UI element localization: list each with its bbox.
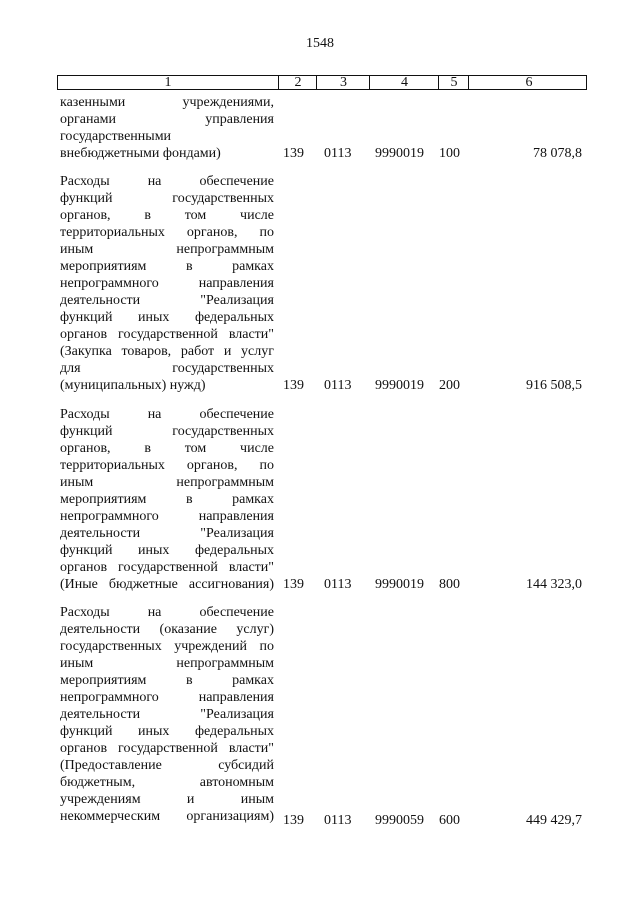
text-line: органами управления <box>60 112 274 127</box>
cell-col-5: 200 <box>439 378 460 393</box>
cell-col-2: 139 <box>283 146 304 161</box>
text-line: иным непрограммным <box>60 242 274 257</box>
header-col-2: 2 <box>278 76 317 89</box>
cell-col-3: 0113 <box>324 813 352 828</box>
text-line: (муниципальных) нужд) <box>60 378 206 393</box>
text-line: органов государственной власти" <box>60 741 274 756</box>
text-line: (Закупка товаров, работ и услуг <box>60 344 274 359</box>
text-line: казенными учреждениями, <box>60 95 274 110</box>
text-line: мероприятиям в рамках <box>60 259 274 274</box>
table-row-description <box>60 406 274 593</box>
text-line: государственными <box>60 129 172 144</box>
text-line: органов, в том числе <box>60 441 274 456</box>
text-line: (Иные бюджетные ассигнования) <box>60 577 274 592</box>
cell-col-6-amount: 916 508,5 <box>526 378 582 393</box>
text-line: бюджетным, автономным <box>60 775 274 790</box>
cell-col-4: 9990059 <box>375 813 424 828</box>
text-line: территориальных органов, по <box>60 458 274 473</box>
text-line: мероприятиям в рамках <box>60 492 274 507</box>
text-line: функций иных федеральных <box>60 310 274 325</box>
cell-col-4: 9990019 <box>375 146 424 161</box>
text-line: территориальных органов, по <box>60 225 274 240</box>
text-line: некоммерческим организациям) <box>60 809 274 824</box>
cell-col-5: 600 <box>439 813 460 828</box>
cell-col-2: 139 <box>283 577 304 592</box>
cell-col-6-amount: 144 323,0 <box>526 577 582 592</box>
header-col-1: 1 <box>164 75 172 90</box>
cell-col-5: 100 <box>439 146 460 161</box>
table-row-description <box>60 604 274 825</box>
text-line: внебюджетными фондами) <box>60 146 221 161</box>
cell-col-3: 0113 <box>324 146 352 161</box>
text-line: функций иных федеральных <box>60 724 274 739</box>
text-line: для государственных <box>60 361 274 376</box>
text-line: иным непрограммным <box>60 656 274 671</box>
text-line: (Предоставление субсидий <box>60 758 274 773</box>
cell-col-6-amount: 449 429,7 <box>526 813 582 828</box>
text-line: органов государственной власти" <box>60 560 274 575</box>
cell-col-3: 0113 <box>324 378 352 393</box>
text-line: функций иных федеральных <box>60 543 274 558</box>
table-row-description <box>60 94 274 162</box>
table-header <box>57 75 587 90</box>
text-line: функций государственных <box>60 191 274 206</box>
cell-col-4: 9990019 <box>375 577 424 592</box>
text-line: иным непрограммным <box>60 475 274 490</box>
text-line: непрограммного направления <box>60 276 274 291</box>
text-line: непрограммного направления <box>60 509 274 524</box>
page-number: 1548 <box>306 36 334 51</box>
cell-col-6-amount: 78 078,8 <box>533 146 582 161</box>
text-line: деятельности "Реализация <box>60 526 274 541</box>
header-col-3: 3 <box>316 76 370 89</box>
text-line: Расходы на обеспечение <box>60 407 274 422</box>
text-line: деятельности (оказание услуг) <box>60 622 274 637</box>
cell-col-4: 9990019 <box>375 378 424 393</box>
text-line: деятельности "Реализация <box>60 293 274 308</box>
text-line: органов, в том числе <box>60 208 274 223</box>
cell-col-3: 0113 <box>324 577 352 592</box>
text-line: функций государственных <box>60 424 274 439</box>
text-line: мероприятиям в рамках <box>60 673 274 688</box>
text-line: государственных учреждений по <box>60 639 274 654</box>
cell-col-5: 800 <box>439 577 460 592</box>
text-line: Расходы на обеспечение <box>60 605 274 620</box>
text-line: Расходы на обеспечение <box>60 174 274 189</box>
text-line: непрограммного направления <box>60 690 274 705</box>
cell-col-2: 139 <box>283 378 304 393</box>
cell-col-2: 139 <box>283 813 304 828</box>
header-col-5: 5 <box>438 76 469 89</box>
table-row-description <box>60 173 274 394</box>
text-line: деятельности "Реализация <box>60 707 274 722</box>
header-col-6: 6 <box>468 76 589 89</box>
text-line: органов государственной власти" <box>60 327 274 342</box>
header-col-4: 4 <box>369 76 439 89</box>
text-line: учреждениям и иным <box>60 792 274 807</box>
